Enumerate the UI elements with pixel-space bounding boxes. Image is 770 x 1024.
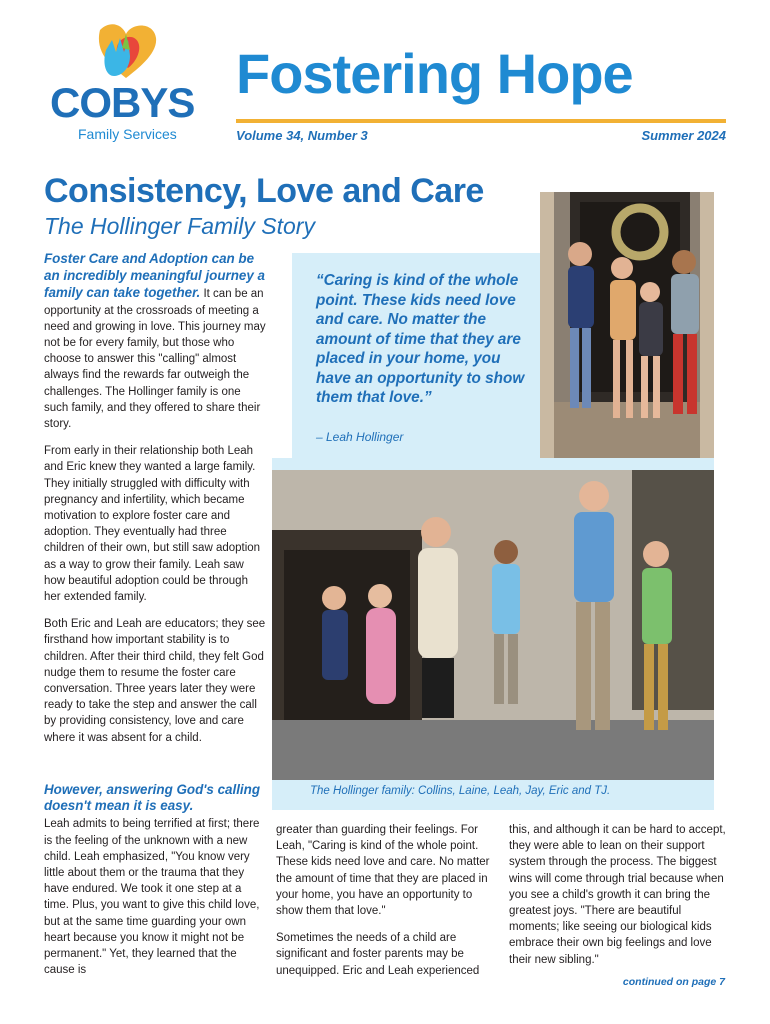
- logo-subtitle: Family Services: [78, 126, 177, 142]
- issue-date: Summer 2024: [641, 128, 726, 143]
- logo-wordmark: COBYS: [50, 79, 195, 126]
- newsletter-title: Fostering Hope: [236, 42, 633, 105]
- left-column-top: [44, 251, 266, 757]
- right-column: [509, 822, 731, 979]
- volume-number: Volume 34, Number 3: [236, 128, 368, 143]
- hands-heart-logo-icon: [92, 20, 162, 82]
- lead-emphasis: Foster Care and Adoption can be an incredibly meaningful journey a family can take together.: [44, 251, 265, 301]
- paragraph-4: Leah admits to being terrified at first; there is the feeling of the unknown with a new child. Leah emphasized, "You know very little about them or the trauma that they have endured. We took it one step at a time. Plus, you want to give this child love, but at the same time guarding your own heart because you know it might not be permanent." Yet, they learned that the cause is: [44, 818, 260, 977]
- section-subhead: However, answering God's calling doesn't mean it is easy.: [44, 782, 261, 814]
- paragraph-3: Both Eric and Leah are educators; they see firsthand how important stability is to children. After their third child, they felt God nudge them to resume the foster care conversation. Three years later they were ready to take the step and answer the call by providing consistency, love and care where it was absent for a child.: [44, 618, 266, 744]
- pull-quote-attribution: – Leah Hollinger: [316, 430, 404, 444]
- paragraph-6: Sometimes the needs of a child are significant and foster parents may be unequipped. Eric and Leah experienced: [276, 932, 480, 977]
- paragraph-7: this, and although it can be hard to accept, they were able to lean on their support system through the process. The biggest wins will come through trial because when you see a child's growth it can bring the greatest joys. "There are beautiful moments; like seeing our biological kids embrace their own big feelings and love their new sibling.": [509, 824, 726, 966]
- lead-paragraph: [44, 251, 266, 432]
- middle-column: [276, 822, 498, 990]
- photo-caption: The Hollinger family: Collins, Laine, Leah, Jay, Eric and TJ.: [310, 785, 611, 797]
- article-headline: Consistency, Love and Care: [44, 172, 484, 210]
- continued-link[interactable]: continued on page 7: [622, 976, 725, 988]
- masthead-rule: [236, 119, 726, 123]
- children-photo: [540, 192, 714, 458]
- paragraph-2: From early in their relationship both Leah and Eric knew they wanted a large family. They initially struggled with difficulty with pregnancy and infertility, which became motivation to explore foster care and adoption. They eventually had three children of their own, but still saw adoption as a way to grow their family. Leah saw how beautiful adoption could be through her extended family.: [44, 445, 261, 604]
- article-subhead: The Hollinger Family Story: [44, 213, 315, 239]
- pull-quote-text: “Caring is kind of the whole point. These kids need love and care. No matter the amount of time that they are placed in your home, you have an opportunity to show them that love.”: [316, 272, 525, 406]
- paragraph-5: greater than guarding their feelings. For Leah, "Caring is kind of the whole point. These kids need love and care. No matter the amount of time that they are placed in your home, you have an opportunity to show them that love.": [276, 824, 490, 918]
- lead-rest: It can be an opportunity at the crossroads of meeting a need and growing in love. This journey may not be for every family, but those who choose to answer this "calling" almost always find the rewards far outweigh the challenges. The Hollinger family is one such family, and they offered to share their story.: [44, 288, 266, 431]
- left-column-bottom: [44, 782, 266, 989]
- family-photo: [272, 470, 714, 780]
